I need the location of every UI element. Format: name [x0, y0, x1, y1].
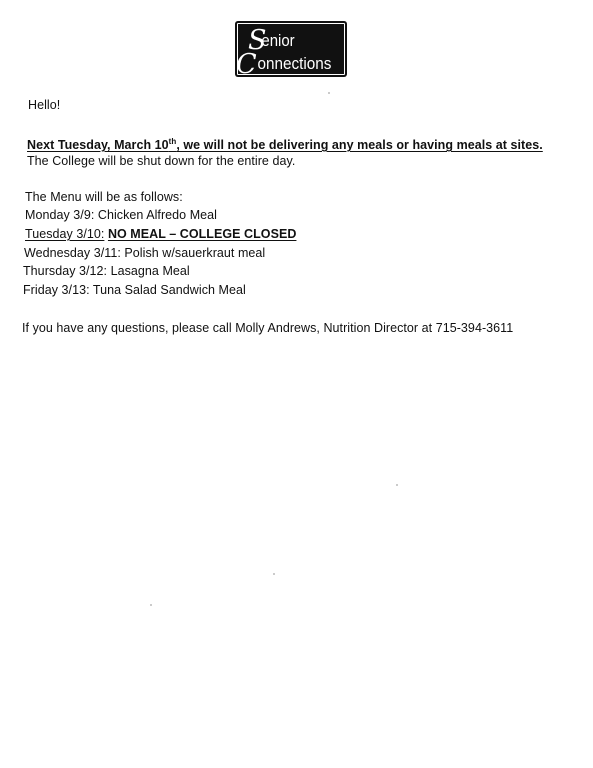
menu-day: Friday 3/13: — [23, 283, 90, 297]
scan-speck — [150, 604, 152, 606]
contact-line: If you have any questions, please call Molly Andrews, Nutrition Director at 715-394-3611 — [22, 321, 514, 335]
scan-speck — [396, 484, 398, 486]
menu-day: Thursday 3/12: — [23, 264, 108, 278]
svg-text:C: C — [236, 49, 257, 77]
menu-item-wednesday — [24, 245, 265, 261]
svg-text:S: S — [248, 25, 267, 56]
greeting: Hello! — [28, 98, 61, 112]
logo-graphic — [235, 21, 347, 77]
menu-item-thursday — [23, 263, 190, 279]
menu-day: Wednesday 3/11: — [24, 246, 121, 260]
menu-item-monday — [25, 207, 217, 223]
scan-speck — [328, 92, 330, 94]
menu-day: Monday 3/9: — [25, 208, 95, 222]
menu-day: Tuesday 3/10: — [25, 227, 105, 241]
menu-meal-closed: NO MEAL – COLLEGE CLOSED — [107, 227, 297, 241]
closure-notice — [27, 137, 543, 153]
notice-prefix: Next Tuesday, March 10 — [27, 138, 169, 152]
menu-meal: Polish w/sauerkraut meal — [124, 246, 266, 260]
senior-connections-logo — [235, 21, 347, 77]
menu-item-tuesday — [25, 226, 296, 242]
notice-superscript: th — [168, 136, 177, 146]
menu-intro: The Menu will be as follows: — [25, 190, 183, 204]
svg-text:enior: enior — [261, 32, 295, 51]
notice-suffix: , we will not be delivering any meals or having meals at sites. — [176, 138, 543, 152]
menu-meal: Chicken Alfredo Meal — [97, 208, 217, 222]
menu-meal: Lasagna Meal — [110, 264, 190, 278]
menu-item-friday — [23, 282, 246, 298]
svg-text:onnections: onnections — [257, 54, 332, 74]
closure-line: The College will be shut down for the entire day. — [27, 154, 296, 168]
menu-meal: Tuna Salad Sandwich Meal — [92, 283, 246, 297]
scan-speck — [273, 573, 275, 575]
